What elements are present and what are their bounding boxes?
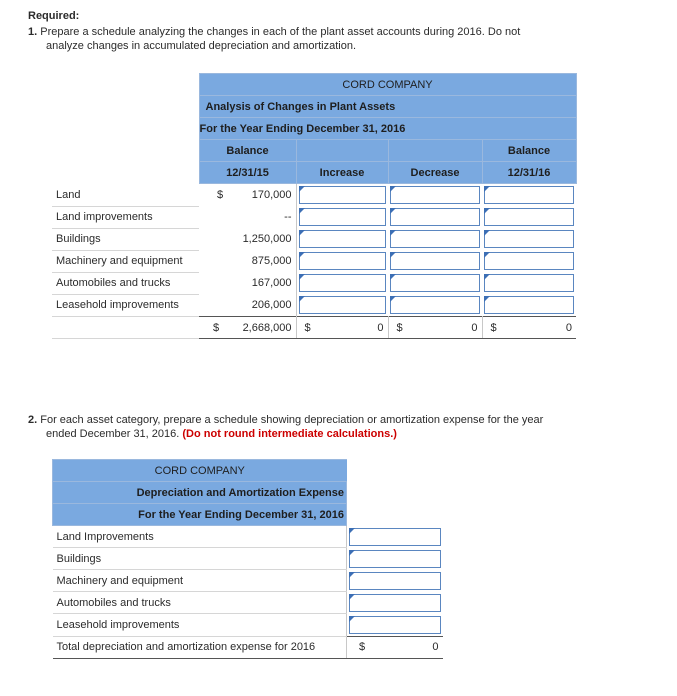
- row-label: Land: [52, 184, 199, 207]
- row-land: [52, 184, 576, 207]
- question-1-line2: analyze changes in accumulated depreciation and amortization.: [46, 40, 357, 52]
- required-heading: Required:: [28, 10, 80, 22]
- row-label: Machinery and equipment: [52, 250, 199, 272]
- header-balance-start-1: Balance: [199, 140, 296, 162]
- decrease-input-buildings[interactable]: [390, 230, 480, 248]
- question-2: [28, 413, 638, 441]
- row-buildings: [52, 228, 576, 250]
- question-2-line1: For each asset category, prepare a schedule showing depreciation or amortization expense for the year: [40, 414, 544, 426]
- increase-input-machinery[interactable]: [299, 252, 387, 270]
- question-1: [28, 25, 628, 53]
- total-decrease: $ 0: [388, 317, 482, 339]
- decrease-input-land[interactable]: [390, 186, 480, 204]
- schedule1-company: CORD COMPANY: [199, 74, 576, 96]
- row-land-improvements-exp: [53, 526, 443, 548]
- row-buildings-exp: [53, 548, 443, 570]
- increase-input-automobiles[interactable]: [299, 274, 387, 292]
- balance-end-input-land-improvements[interactable]: [484, 208, 574, 226]
- row-machinery-exp: [53, 570, 443, 592]
- question-2-number: 2.: [28, 414, 38, 426]
- row-label: Land improvements: [52, 206, 199, 228]
- row-automobiles: [52, 272, 576, 294]
- balance-start-value: $ 170,000: [199, 184, 296, 207]
- balance-end-input-machinery[interactable]: [484, 252, 574, 270]
- total-balance-end: $ 0: [482, 317, 576, 339]
- balance-start-value: 1,250,000: [199, 228, 296, 250]
- decrease-input-machinery[interactable]: [390, 252, 480, 270]
- balance-start-value: 875,000: [199, 250, 296, 272]
- schedule2-period: For the Year Ending December 31, 2016: [53, 504, 347, 526]
- schedule1-title: Analysis of Changes in Plant Assets: [199, 96, 576, 118]
- header-balance-end-1: Balance: [482, 140, 576, 162]
- increase-input-land-improvements[interactable]: [299, 208, 387, 226]
- question-2-line2: ended December 31, 2016.: [46, 428, 180, 440]
- expense-input-buildings[interactable]: [349, 550, 441, 568]
- header-increase: Increase: [296, 162, 388, 184]
- expense-input-leasehold[interactable]: [349, 616, 441, 634]
- expense-input-automobiles[interactable]: [349, 594, 441, 612]
- balance-end-input-automobiles[interactable]: [484, 274, 574, 292]
- decrease-input-automobiles[interactable]: [390, 274, 480, 292]
- row-label: Automobiles and trucks: [53, 592, 347, 614]
- row-land-improvements: [52, 206, 576, 228]
- decrease-input-leasehold[interactable]: [390, 296, 480, 314]
- row-leasehold-exp: [53, 614, 443, 637]
- question-1-number: 1.: [28, 26, 38, 38]
- total-balance-start: $ 2,668,000: [199, 317, 296, 339]
- balance-end-input-buildings[interactable]: [484, 230, 574, 248]
- row-label: Machinery and equipment: [53, 570, 347, 592]
- row-automobiles-exp: [53, 592, 443, 614]
- balance-end-input-land[interactable]: [484, 186, 574, 204]
- expense-input-machinery[interactable]: [349, 572, 441, 590]
- row-label: Automobiles and trucks: [52, 272, 199, 294]
- row-leasehold: [52, 294, 576, 317]
- plant-assets-schedule: [52, 73, 577, 339]
- row-label: Buildings: [53, 548, 347, 570]
- row-label: Leasehold improvements: [53, 614, 347, 637]
- header-decrease: Decrease: [388, 162, 482, 184]
- schedule2-company: CORD COMPANY: [53, 460, 347, 482]
- expense-input-land-improvements[interactable]: [349, 528, 441, 546]
- total-expense-value: $ 0: [347, 636, 443, 658]
- balance-end-input-leasehold[interactable]: [484, 296, 574, 314]
- total-increase: $ 0: [296, 317, 388, 339]
- decrease-input-land-improvements[interactable]: [390, 208, 480, 226]
- balance-start-value: --: [199, 206, 296, 228]
- question-2-instruction: (Do not round intermediate calculations.): [182, 428, 397, 440]
- row-machinery: [52, 250, 576, 272]
- increase-input-land[interactable]: [299, 186, 387, 204]
- balance-start-value: 167,000: [199, 272, 296, 294]
- row-label: Leasehold improvements: [52, 294, 199, 317]
- totals-row: [52, 317, 576, 339]
- schedule1-period: For the Year Ending December 31, 2016: [199, 118, 576, 140]
- header-balance-end-2: 12/31/16: [482, 162, 576, 184]
- increase-input-leasehold[interactable]: [299, 296, 387, 314]
- row-label: Land Improvements: [53, 526, 347, 548]
- total-expense-row: [53, 636, 443, 658]
- schedule2-title: Depreciation and Amortization Expense: [53, 482, 347, 504]
- depreciation-schedule: [52, 459, 443, 659]
- increase-input-buildings[interactable]: [299, 230, 387, 248]
- header-balance-start-2: 12/31/15: [199, 162, 296, 184]
- total-expense-label: Total depreciation and amortization expense for 2016: [53, 636, 347, 658]
- question-1-line1: Prepare a schedule analyzing the changes in each of the plant asset accounts during 2016. Do not: [40, 26, 521, 38]
- row-label: Buildings: [52, 228, 199, 250]
- balance-start-value: 206,000: [199, 294, 296, 317]
